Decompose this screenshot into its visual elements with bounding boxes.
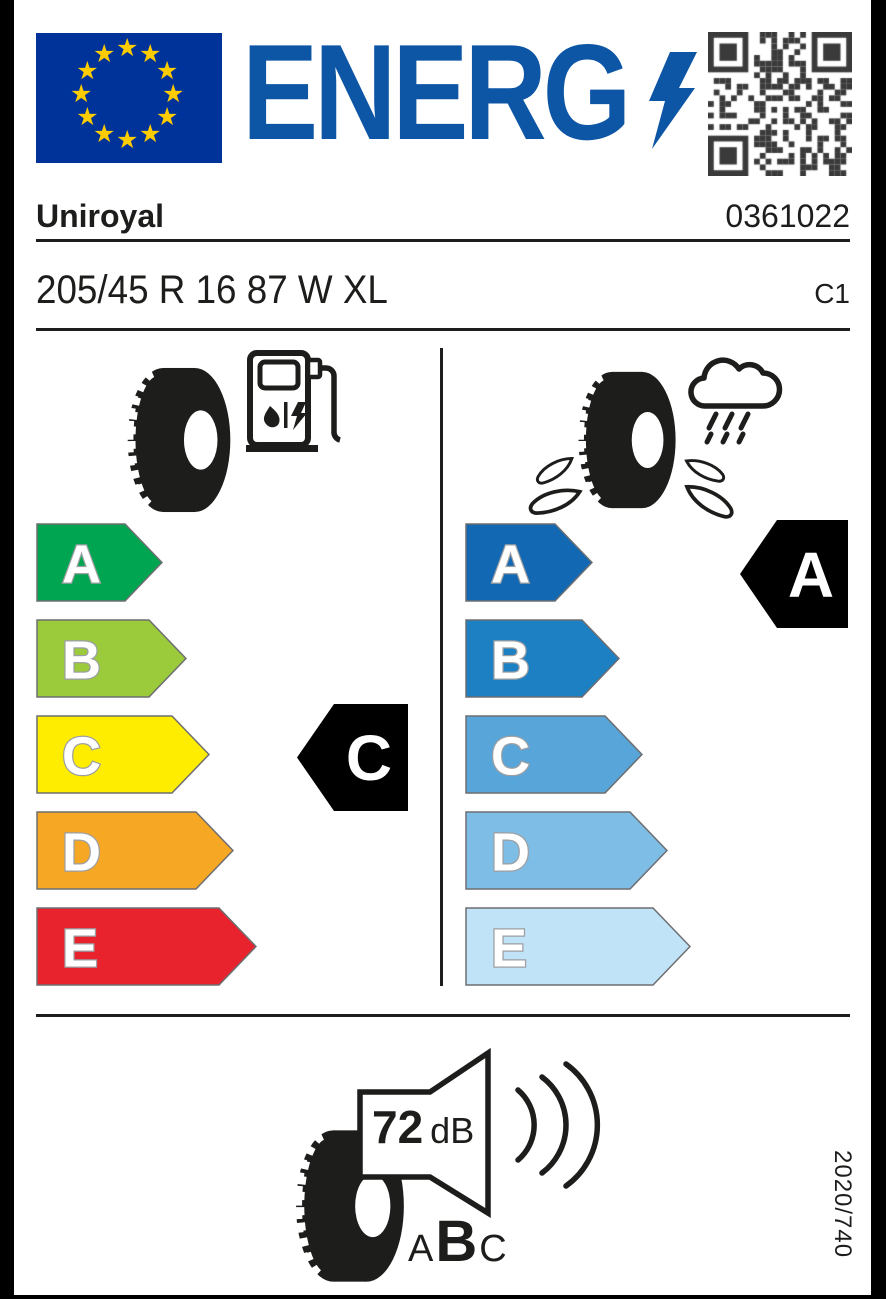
fuel-efficiency-rating-value: C	[345, 722, 393, 794]
fuel-efficiency-tyre-icon	[124, 366, 236, 514]
tyre-class: C1	[814, 278, 850, 309]
eu-star-icon: ★	[76, 57, 99, 85]
fuel-class-arrow-a-label: A	[62, 534, 101, 595]
noise-db-readout	[372, 1100, 474, 1154]
divider-line	[36, 1014, 850, 1017]
wet-class-arrow-a-label: A	[491, 534, 530, 595]
label-border-bottom	[0, 1295, 886, 1299]
tyre-size-designation: 205/45 R 16 87 W XL	[36, 268, 388, 312]
noise-class-b: B	[435, 1209, 478, 1274]
wet-grip-rating-value: A	[787, 539, 835, 611]
water-splash-icon	[684, 458, 726, 484]
eu-star-icon: ★	[139, 119, 162, 148]
water-splash-icon	[526, 483, 583, 520]
wet-class-arrow-b	[465, 619, 620, 698]
noise-class-a: A	[408, 1228, 434, 1270]
divider-line	[36, 239, 850, 242]
regulation-number: 2020/740	[829, 1150, 856, 1259]
fuel-pump-icon	[246, 350, 342, 454]
label-border-right	[871, 0, 886, 1299]
eu-star-icon: ★	[116, 34, 139, 62]
noise-db-value: 72	[372, 1101, 424, 1153]
wet-grip-tyre-icon	[572, 370, 684, 510]
wet-grip-rating-selector	[740, 518, 850, 630]
brand-name: Uniroyal	[36, 198, 165, 234]
fuel-class-arrow-e-label: E	[62, 918, 99, 979]
fuel-class-arrow-b	[36, 619, 187, 698]
eu-star-icon: ★	[155, 57, 179, 85]
fuel-class-arrow-d	[36, 811, 234, 890]
fuel-efficiency-rating-selector	[297, 702, 410, 813]
label-border-left	[0, 0, 14, 1299]
fuel-class-arrow-c	[36, 715, 210, 794]
sound-wave-icon	[518, 1064, 597, 1186]
fuel-class-arrow-e	[36, 907, 257, 986]
eu-star-icon: ★	[93, 40, 116, 69]
water-splash-icon	[680, 483, 737, 520]
rain-cloud-icon	[682, 346, 786, 450]
wet-class-arrow-b-label: B	[491, 630, 530, 691]
eu-star-icon: ★	[76, 103, 99, 131]
eu-star-icon: ★	[93, 119, 116, 148]
noise-class-scale	[408, 1208, 507, 1275]
noise-class-c: C	[479, 1228, 507, 1270]
eu-star-icon: ★	[139, 40, 162, 69]
fuel-class-arrow-a	[36, 523, 163, 602]
fuel-class-arrow-c-label: C	[62, 726, 101, 787]
wet-class-arrow-c	[465, 715, 643, 794]
energy-logo-text: ENERG	[242, 16, 628, 168]
eu-star-icon: ★	[116, 126, 139, 154]
noise-db-unit: dB	[430, 1110, 475, 1151]
article-number: 0361022	[725, 198, 850, 234]
wet-class-arrow-d	[465, 811, 668, 890]
qr-code	[708, 32, 852, 176]
wet-class-arrow-e	[465, 907, 691, 986]
eu-star-icon: ★	[70, 80, 93, 108]
eu-star-icon: ★	[162, 80, 185, 108]
fuel-class-arrow-d-label: D	[62, 822, 101, 883]
water-splash-icon	[532, 455, 577, 487]
divider-line	[36, 328, 850, 331]
section-divider-vertical	[440, 348, 443, 986]
wet-class-arrow-c-label: C	[491, 726, 530, 787]
wet-class-arrow-d-label: D	[491, 822, 530, 883]
lightning-bolt-icon	[648, 52, 700, 150]
eu-star-icon: ★	[155, 103, 179, 131]
fuel-class-arrow-b-label: B	[62, 630, 101, 691]
wet-class-arrow-a	[465, 523, 593, 602]
wet-class-arrow-e-label: E	[491, 918, 528, 979]
eu-flag	[36, 33, 222, 163]
